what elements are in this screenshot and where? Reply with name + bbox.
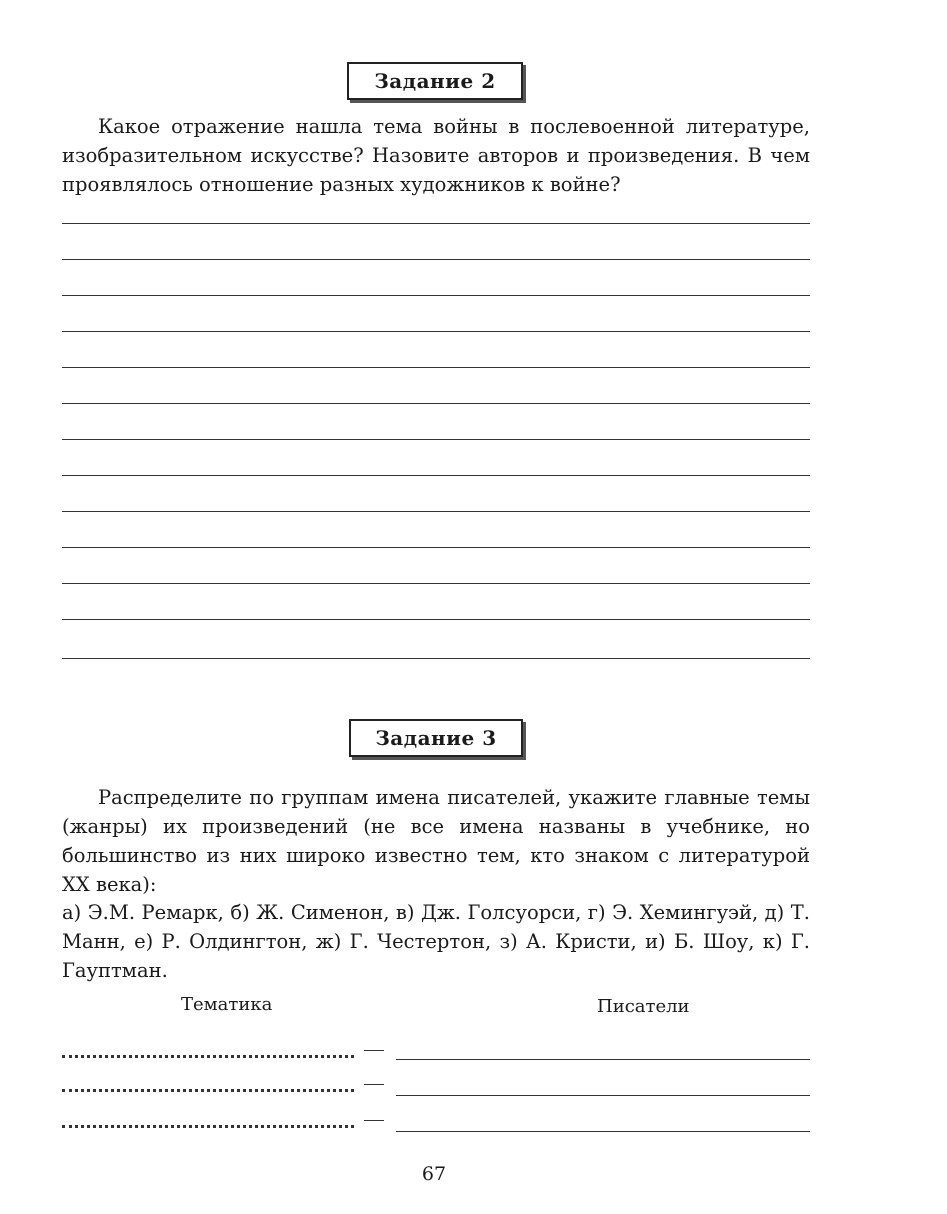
dash-separator	[364, 1120, 384, 1121]
answer-line[interactable]	[62, 583, 810, 584]
answer-line[interactable]	[62, 223, 810, 224]
task-2-title: Задание 2	[347, 62, 523, 100]
answer-line[interactable]	[62, 511, 810, 512]
task-3-instruction: Распределите по группам имена писателей, укажите главные темы (жанры) их произведений (не все имена названы в учебнике, но большинство из них широко известно тем, кто знаком с литературой XX века):	[62, 786, 810, 896]
topic-dotted-field[interactable]	[62, 1089, 354, 1092]
column-header-topics: Тематика	[181, 994, 273, 1015]
topic-dotted-field[interactable]	[62, 1125, 354, 1128]
answer-line[interactable]	[62, 295, 810, 296]
task-2-question: Какое отражение нашла тема войны в послевоенной литературе, изобразительном искусстве? Назовите авторов и произведения. В чем проявлялось отношение разных художников к войне?	[62, 115, 810, 196]
dash-separator	[364, 1050, 384, 1051]
answer-line[interactable]	[62, 619, 810, 620]
page-number: 67	[421, 1163, 447, 1185]
task-3-title: Задание 3	[349, 719, 523, 757]
writer-names-list: а) Э.М. Ремарк, б) Ж. Сименон, в) Дж. Голсуорси, г) Э. Хемингуэй, д) Т. Манн, е) Р. Олдингтон, ж) Г. Честертон, з) А. Кристи, и) Б. Шоу, к) Г. Гауптман.	[62, 901, 810, 982]
answer-line[interactable]	[62, 439, 810, 440]
column-header-writers: Писатели	[597, 996, 690, 1017]
writers-line[interactable]	[396, 1131, 810, 1132]
writers-line[interactable]	[396, 1095, 810, 1096]
writers-line[interactable]	[396, 1059, 810, 1060]
answer-line[interactable]	[62, 259, 810, 260]
answer-line[interactable]	[62, 658, 810, 659]
topic-dotted-field[interactable]	[62, 1055, 354, 1058]
answer-line[interactable]	[62, 475, 810, 476]
answer-line[interactable]	[62, 331, 810, 332]
answer-line[interactable]	[62, 367, 810, 368]
answer-line[interactable]	[62, 547, 810, 548]
dash-separator	[364, 1084, 384, 1085]
answer-line[interactable]	[62, 403, 810, 404]
